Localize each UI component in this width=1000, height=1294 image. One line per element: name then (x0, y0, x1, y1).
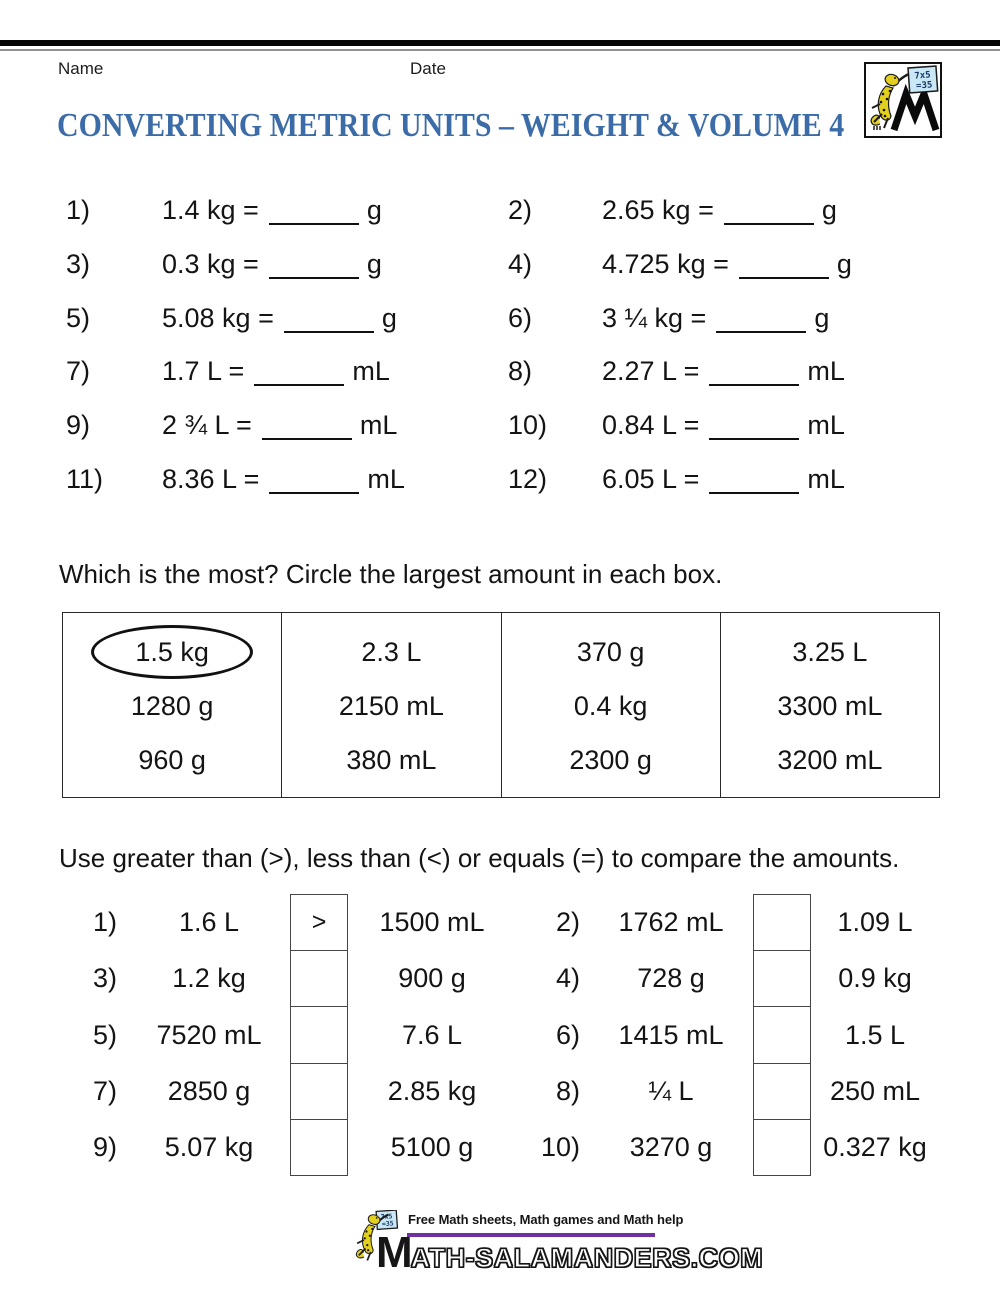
circle-table-cell[interactable] (63, 625, 281, 679)
circle-table-cell[interactable]: 2150 mL (338, 691, 444, 721)
comparison-number: 8) (555, 1076, 580, 1106)
circle-table (62, 612, 940, 798)
answer-blank[interactable] (709, 468, 799, 494)
comparison-answer-box[interactable] (291, 1006, 347, 1062)
conversion-problems (66, 184, 962, 506)
problem-unit: g (381, 302, 397, 333)
comparison-answer-strip-left (290, 894, 348, 1176)
answer-blank[interactable] (739, 253, 829, 279)
problem-lhs: 0.3 kg = (162, 249, 259, 280)
problem-lhs: 4.725 kg = (602, 249, 729, 280)
problem-expression (602, 303, 962, 334)
problem-number: 6) (508, 302, 533, 333)
problem-unit: mL (367, 463, 405, 494)
comparison-amount: 7.6 L (401, 1020, 463, 1050)
problem-number: 10) (508, 410, 548, 441)
problem-lhs: 2 ¾ L = (162, 410, 252, 441)
circle-instruction: Which is the most? Circle the largest amount in each box. (59, 559, 723, 589)
problem-lhs: 1.7 L = (162, 356, 245, 387)
problem-expression (602, 356, 962, 387)
comparison-amount: 728 g (637, 963, 705, 993)
comparison-amount: 1415 mL (618, 1020, 724, 1050)
comparison-amount: 1.5 L (844, 1020, 906, 1050)
math-salamanders-logo (864, 62, 942, 138)
problem-number: 9) (66, 410, 91, 441)
comparison-answer-box[interactable] (291, 1063, 347, 1119)
circle-table-cell[interactable]: 2.3 L (361, 637, 422, 667)
comparison-amount: 2850 g (167, 1076, 251, 1106)
comparison-amount: ¼ L (648, 1076, 694, 1106)
comparison-number: 7) (92, 1076, 117, 1106)
problem-unit: mL (352, 356, 390, 387)
circle-table-cell[interactable]: 3.25 L (792, 637, 868, 667)
problem-unit: g (366, 195, 382, 226)
problem-unit: mL (359, 410, 398, 441)
circle-table-cell[interactable]: 1280 g (130, 691, 214, 721)
circle-table-column (281, 613, 500, 797)
largest-answer-circle (91, 625, 253, 679)
comparison-amount: 2.85 kg (387, 1076, 477, 1106)
svg-text:=35: =35 (381, 1219, 394, 1229)
comparison-number: 2) (555, 907, 580, 937)
problem-unit: mL (807, 356, 845, 387)
salamander-easel-icon (866, 64, 940, 136)
problem-expression (602, 195, 962, 226)
answer-blank[interactable] (716, 307, 806, 333)
circle-table-cell[interactable]: 3300 mL (777, 691, 883, 721)
easel-m-icon (894, 94, 936, 130)
comparison-answer-box[interactable] (291, 1119, 347, 1175)
problem-expression (602, 249, 962, 280)
comparison-number: 6) (555, 1020, 580, 1050)
header-rule-thick (0, 40, 1000, 46)
comparison-amount: 1762 mL (618, 907, 724, 937)
problem-lhs: 1.4 kg = (162, 195, 259, 226)
footer-tagline: Free Math sheets, Math games and Math help (408, 1212, 684, 1227)
problem-unit: g (366, 249, 382, 280)
problem-lhs: 8.36 L = (162, 463, 260, 494)
problem-number: 11) (66, 463, 104, 494)
problem-number: 4) (508, 249, 533, 280)
problem-lhs: 6.05 L = (602, 463, 700, 494)
answer-blank[interactable] (269, 199, 359, 225)
problem-lhs: 3 ¼ kg = (602, 302, 707, 333)
footer-wordmark (376, 1228, 763, 1278)
problem-expression (162, 249, 508, 280)
comparison-number: 5) (92, 1020, 117, 1050)
problem-unit: g (836, 249, 852, 280)
problem-number: 8) (508, 356, 533, 387)
circle-table-cell[interactable]: 0.4 kg (573, 691, 648, 721)
svg-text:7x5: 7x5 (914, 70, 932, 82)
problem-expression (162, 356, 508, 387)
problem-lhs: 0.84 L = (602, 410, 700, 441)
date-label: Date (410, 59, 446, 78)
circle-table-column (63, 613, 281, 797)
comparison-amount: 1.6 L (178, 907, 240, 937)
comparison-amount: 5100 g (390, 1132, 474, 1162)
comparison-amount: 7520 mL (156, 1020, 262, 1050)
comparison-amount: 3270 g (629, 1132, 713, 1162)
amount-value: 1.5 kg (135, 637, 209, 667)
circle-table-cell[interactable]: 3200 mL (777, 745, 883, 775)
problem-expression (162, 303, 508, 334)
answer-blank[interactable] (724, 199, 814, 225)
comparison-amount: 5.07 kg (164, 1132, 254, 1162)
comparison-answer-box[interactable] (291, 950, 347, 1006)
circle-table-column (720, 613, 939, 797)
problem-expression (602, 410, 962, 441)
header-rule-thin (0, 49, 1000, 51)
comparison-amount: 1.09 L (837, 907, 913, 937)
circle-table-cell[interactable]: 380 mL (346, 745, 437, 775)
comparison-amount: 250 mL (829, 1076, 921, 1106)
circle-table-column (501, 613, 720, 797)
comparison-number: 1) (92, 907, 117, 937)
comparison-answer-box[interactable]: > (311, 908, 327, 937)
page-title: CONVERTING METRIC UNITS – WEIGHT & VOLUME 4 (57, 107, 845, 144)
answer-blank[interactable] (254, 360, 344, 386)
problem-lhs: 2.27 L = (602, 356, 700, 387)
problem-number: 3) (66, 249, 91, 280)
circle-table-cell[interactable]: 370 g (576, 637, 645, 667)
problem-expression (602, 464, 962, 495)
circle-table-cell[interactable]: 2300 g (569, 745, 652, 775)
problem-unit: mL (807, 410, 845, 441)
problem-number: 5) (66, 302, 91, 333)
comparison-amount: 0.9 kg (838, 963, 912, 993)
problem-number: 12) (508, 463, 548, 494)
answer-blank[interactable] (709, 414, 799, 440)
comparison-number: 3) (92, 963, 117, 993)
answer-blank[interactable] (709, 360, 799, 386)
svg-text:7x5: 7x5 (380, 1212, 393, 1222)
comparison-number: 10) (540, 1132, 580, 1162)
problem-lhs: 2.65 kg = (602, 195, 714, 226)
answer-blank[interactable] (269, 468, 359, 494)
comparison-number: 9) (92, 1132, 117, 1162)
comparison-amount: 0.327 kg (823, 1132, 927, 1162)
comparison-amount: 1.2 kg (172, 963, 246, 993)
answer-blank[interactable] (284, 307, 374, 333)
problem-unit: g (814, 302, 830, 333)
comparison-amount: 900 g (398, 963, 466, 993)
problem-expression (162, 195, 508, 226)
wordmark-m: M (376, 1228, 411, 1277)
comparison-number: 4) (555, 963, 580, 993)
answer-blank[interactable] (269, 253, 359, 279)
wordmark-rest: ATH-SALAMANDERS.COM (410, 1243, 764, 1273)
problem-lhs: 5.08 kg = (162, 302, 274, 333)
circle-table-cell[interactable]: 960 g (138, 745, 206, 775)
name-label: Name (58, 59, 104, 78)
problem-unit: mL (807, 463, 845, 494)
problem-expression (162, 410, 508, 441)
comparison-amount: 1500 mL (379, 907, 485, 937)
answer-blank[interactable] (262, 414, 352, 440)
problem-number: 2) (508, 195, 533, 226)
svg-text:=35: =35 (915, 80, 933, 92)
compare-instruction: Use greater than (>), less than (<) or equals (=) to compare the amounts. (59, 843, 900, 873)
math-board-icon (908, 66, 938, 93)
problem-expression (162, 464, 508, 495)
problem-number: 1) (66, 195, 91, 226)
problem-unit: g (821, 195, 837, 226)
problem-number: 7) (66, 356, 91, 387)
